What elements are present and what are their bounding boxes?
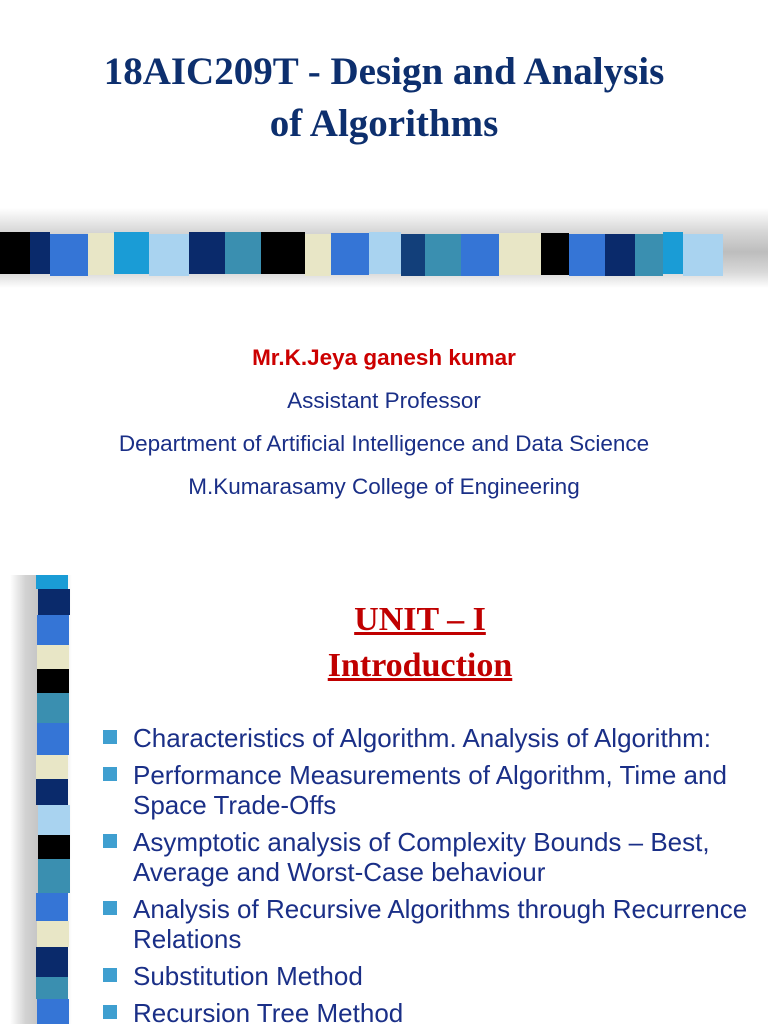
band-block	[30, 232, 50, 274]
strip-block	[37, 669, 69, 693]
author-college: M.Kumarasamy College of Engineering	[188, 474, 580, 499]
unit-title-line	[290, 643, 550, 689]
band-block	[569, 234, 605, 276]
band-decoration	[0, 222, 768, 282]
band-block	[50, 234, 88, 276]
strip-block	[37, 999, 69, 1024]
band-block	[189, 232, 225, 274]
band-block	[149, 234, 189, 276]
topic-text: Performance Measurements of Algorithm, Time and Space Trade-Offs	[133, 760, 727, 820]
strip-block	[37, 921, 69, 947]
square-bullet-icon	[103, 767, 117, 781]
square-bullet-icon	[103, 901, 117, 915]
topic-item	[100, 998, 760, 1024]
square-bullet-icon	[103, 834, 117, 848]
strip-block	[38, 805, 70, 835]
band-block	[331, 233, 369, 275]
unit-label-line	[290, 597, 550, 643]
author-department: Department of Artificial Intelligence and Data Science	[118, 431, 650, 456]
strip-block	[36, 779, 68, 805]
band-block	[114, 232, 149, 274]
strip-block	[36, 755, 68, 779]
topic-item	[100, 961, 760, 991]
author-designation: Assistant Professor	[287, 388, 481, 413]
strip-block	[38, 835, 70, 859]
band-block	[461, 234, 499, 276]
topic-text: Asymptotic analysis of Complexity Bounds – Best, Average and Worst-Case behaviour	[133, 827, 710, 887]
square-bullet-icon	[103, 730, 117, 744]
strip-block	[38, 589, 70, 615]
band-block	[605, 234, 635, 276]
strip-block	[38, 859, 70, 893]
strip-block	[36, 977, 68, 999]
title-line-1: 18AIC209T - Design and Analysis	[103, 50, 665, 93]
band-block	[663, 232, 683, 274]
topic-text: Analysis of Recursive Algorithms through Recurrence Relations	[133, 894, 748, 954]
band-block	[305, 234, 331, 276]
unit-label: UNIT – I	[354, 601, 486, 638]
band-block	[88, 233, 114, 275]
topic-text: Substitution Method	[133, 961, 363, 991]
strip-block	[37, 693, 69, 723]
strip-block	[36, 575, 68, 589]
unit-title: Introduction	[327, 647, 513, 684]
title-line-2: of Algorithms	[269, 102, 499, 145]
band-block	[401, 234, 425, 276]
strip-block	[37, 615, 69, 645]
band-block	[0, 232, 30, 274]
square-bullet-icon	[103, 968, 117, 982]
topic-text: Recursion Tree Method	[133, 998, 404, 1024]
strip-block	[37, 723, 69, 755]
topic-item	[100, 894, 760, 954]
topic-item	[100, 760, 760, 820]
band-block	[541, 233, 569, 275]
band-block	[683, 234, 723, 276]
band-block	[425, 234, 461, 276]
side-strip-decoration	[0, 575, 80, 1024]
band-block	[369, 232, 401, 274]
slide-title-heading	[0, 46, 768, 150]
band-block	[499, 233, 541, 275]
unit-heading	[290, 597, 550, 689]
strip-block	[36, 947, 68, 977]
band-block	[261, 232, 305, 274]
strip-block	[36, 893, 68, 921]
square-bullet-icon	[103, 1005, 117, 1019]
topic-list	[100, 723, 760, 1024]
strip-block	[37, 645, 69, 669]
slide-unit-1	[0, 575, 768, 1024]
author-block	[0, 336, 768, 508]
topic-item	[100, 827, 760, 887]
band-block	[635, 234, 663, 276]
author-name: Mr.K.Jeya ganesh kumar	[252, 345, 516, 370]
topic-item	[100, 723, 760, 753]
band-block	[225, 232, 261, 274]
topic-text: Characteristics of Algorithm. Analysis of Algorithm:	[133, 723, 712, 753]
